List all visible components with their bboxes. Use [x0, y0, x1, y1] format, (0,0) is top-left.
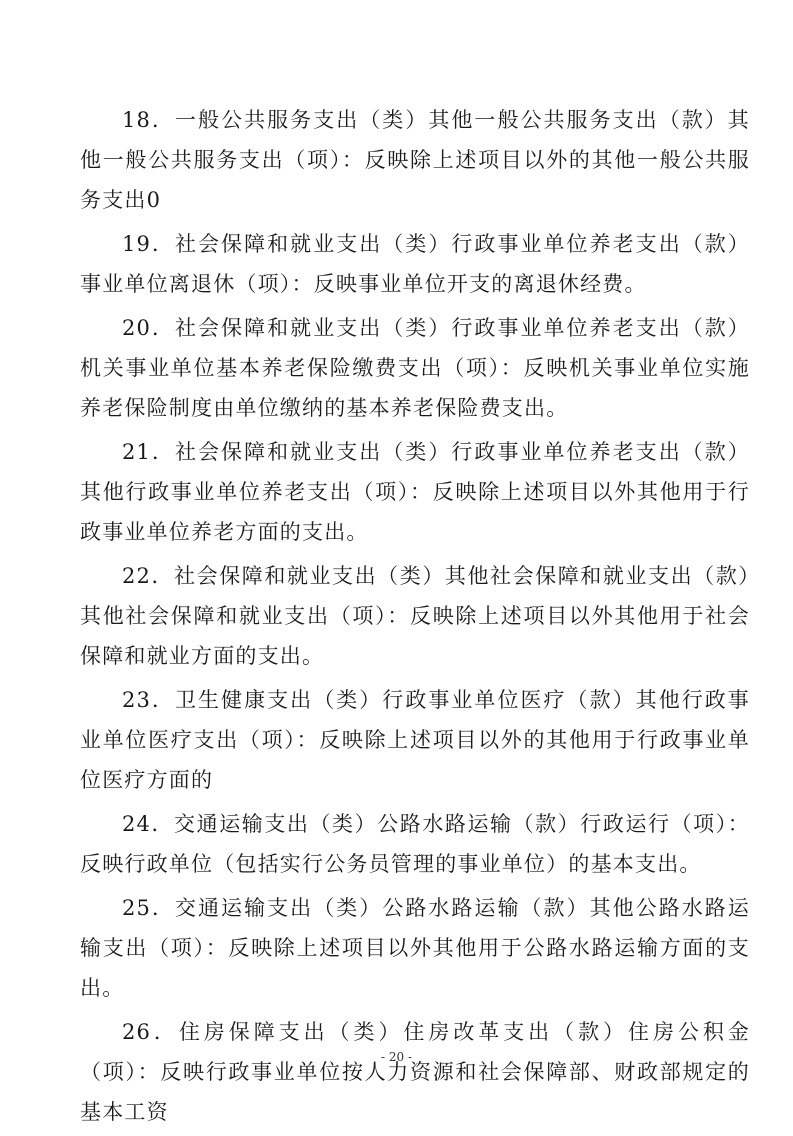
- paragraph-21: 21．社会保障和就业支出（类）行政事业单位养老支出（款）其他行政事业单位养老支出（项）：反映除上述项目以外其他用于行政事业单位养老方面的支出。: [80, 440, 750, 544]
- page-number: - 20 -: [380, 1050, 412, 1064]
- paragraph-19: 19．社会保障和就业支出（类）行政事业单位养老支出（款）事业单位离退休（项）：反映事业单位开支的离退休经费。: [80, 232, 750, 296]
- paragraph-18: 18．一般公共服务支出（类）其他一般公共服务支出（款）其他一般公共服务支出（项）：反映除上述项目以外的其他一般公共服务支出0: [80, 108, 750, 212]
- paragraph-23: 23．卫生健康支出（类）行政事业单位医疗（款）其他行政事业单位医疗支出（项）：反映除上述项目以外的其他用于行政事业单位医疗方面的: [80, 688, 750, 792]
- paragraph-25: 25．交通运输支出（类）公路水路运输（款）其他公路水路运输支出（项）：反映除上述项目以外其他用于公路水路运输方面的支出。: [80, 896, 750, 1000]
- body-text: [80, 100, 750, 1136]
- paragraph-22: 22．社会保障和就业支出（类）其他社会保障和就业支出（款）其他社会保障和就业支出（项）：反映除上述项目以外其他用于社会保障和就业方面的支出。: [80, 564, 750, 668]
- paragraph-26: 26．住房保障支出（类）住房改革支出（款）住房公积金（项）：反映行政事业单位按人力资源和社会保障部、财政部规定的 基本工资: [80, 1020, 750, 1124]
- paragraph-20: 20．社会保障和就业支出（类）行政事业单位养老支出（款）机关事业单位基本养老保险缴费支出（项）：反映机关事业单位实施养老保险制度由单位缴纳的基本养老保险费支出。: [80, 316, 750, 420]
- paragraph-24: 24．交通运输支出（类）公路水路运输（款）行政运行（项）：反映行政单位（包括实行公务员管理的事业单位）的基本支出。: [80, 812, 750, 876]
